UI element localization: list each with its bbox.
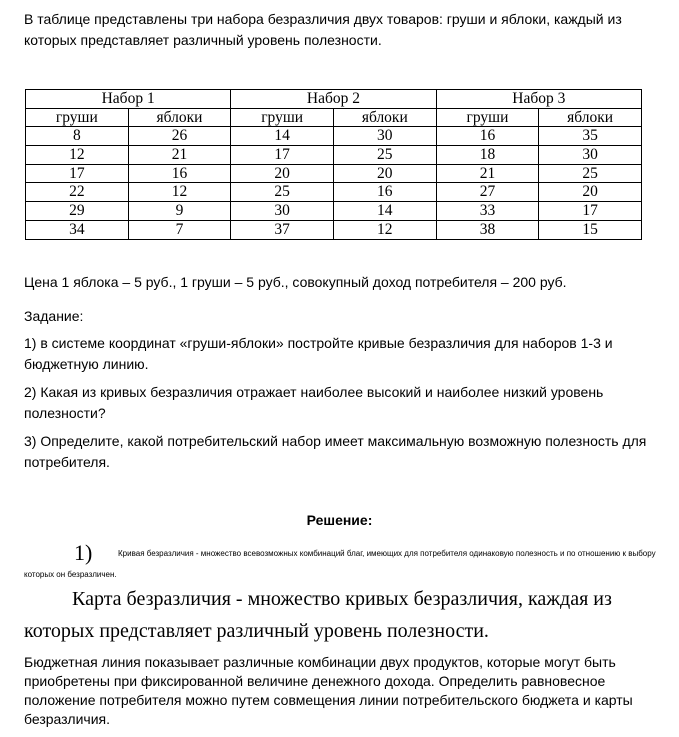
budget-line-paragraph: Бюджетная линия показывает различные комбинации двух продуктов, которые могут быть приобретены при фиксированной величине денежного дохода. Определить равновесное положение потребителя можно путем совмещения линии потребительского бюджета и карты безразличия.: [24, 654, 633, 727]
table-cell: 12: [333, 220, 436, 239]
column-header: груши: [436, 108, 539, 127]
definition-text: Кривая безразличия - множество всевозможных комбинаций благ, имеющих для потребителя одинаковую полезность и по отношению к выбору: [118, 549, 656, 558]
table-cell: 17: [539, 202, 642, 221]
table-cell: 35: [539, 127, 642, 146]
task-label: Задание:: [24, 308, 84, 324]
table-cell: 22: [26, 183, 129, 202]
column-header: груши: [231, 108, 334, 127]
table-cell: 17: [26, 164, 129, 183]
definition-number: 1): [74, 540, 93, 565]
table-cell: 30: [333, 127, 436, 146]
table-row: [26, 146, 642, 165]
indifference-map-paragraph: Карта безразличия - множество кривых безразличия, каждая из которых представляет различный уровень полезности.: [24, 588, 612, 642]
indifference-sets-table: [25, 89, 642, 240]
table-cell: 38: [436, 220, 539, 239]
table-row: [26, 127, 642, 146]
table-row: [26, 183, 642, 202]
table-cell: 14: [333, 202, 436, 221]
table-cell: 12: [26, 146, 129, 165]
solution-heading: Решение:: [306, 512, 373, 528]
table-cell: 15: [539, 220, 642, 239]
table-row: [26, 164, 642, 183]
table-cell: 20: [231, 164, 334, 183]
table-cell: 18: [436, 146, 539, 165]
definition-continuation: которых он безразличен.: [24, 570, 117, 579]
table-cell: 16: [333, 183, 436, 202]
table-cell: 17: [231, 146, 334, 165]
table-cell: 16: [128, 164, 231, 183]
column-header: яблоки: [333, 108, 436, 127]
table-cell: 30: [539, 146, 642, 165]
intro-paragraph: В таблице представлены три набора безразличия двух товаров: груши и яблоки, каждый из которых представляет различный уровень полезности.: [24, 11, 622, 48]
table-cell: 30: [231, 202, 334, 221]
table-cell: 20: [539, 183, 642, 202]
table-set-header-row: [26, 90, 642, 109]
table-cell: 9: [128, 202, 231, 221]
table-cell: 16: [436, 127, 539, 146]
table-cell: 33: [436, 202, 539, 221]
table-cell: 7: [128, 220, 231, 239]
table-cell: 25: [539, 164, 642, 183]
table-cell: 25: [333, 146, 436, 165]
table-cell: 21: [128, 146, 231, 165]
task-item-3: 3) Определите, какой потребительский набор имеет максимальную возможную полезность для потребителя.: [24, 433, 647, 470]
table-cell: 29: [26, 202, 129, 221]
table-cell: 20: [333, 164, 436, 183]
column-header: яблоки: [539, 108, 642, 127]
table-cell: 21: [436, 164, 539, 183]
table-row: [26, 202, 642, 221]
table-cell: 8: [26, 127, 129, 146]
set-header-2: Набор 2: [231, 90, 436, 109]
table-goods-header-row: [26, 108, 642, 127]
table-body: [26, 127, 642, 239]
column-header: груши: [26, 108, 129, 127]
price-income-line: Цена 1 яблока – 5 руб., 1 груши – 5 руб., совокупный доход потребителя – 200 руб.: [24, 274, 567, 290]
table-cell: 12: [128, 183, 231, 202]
task-item-2: 2) Какая из кривых безразличия отражает наиболее высокий и наиболее низкий уровень полезности?: [24, 384, 604, 421]
table-row: [26, 220, 642, 239]
table-cell: 25: [231, 183, 334, 202]
set-header-1: Набор 1: [26, 90, 231, 109]
task-item-1: 1) в системе координат «груши-яблоки» постройте кривые безразличия для наборов 1-3 и бюджетную линию.: [24, 335, 613, 372]
column-header: яблоки: [128, 108, 231, 127]
set-header-3: Набор 3: [436, 90, 641, 109]
table-cell: 14: [231, 127, 334, 146]
table-cell: 27: [436, 183, 539, 202]
table-cell: 34: [26, 220, 129, 239]
table-cell: 37: [231, 220, 334, 239]
table-cell: 26: [128, 127, 231, 146]
